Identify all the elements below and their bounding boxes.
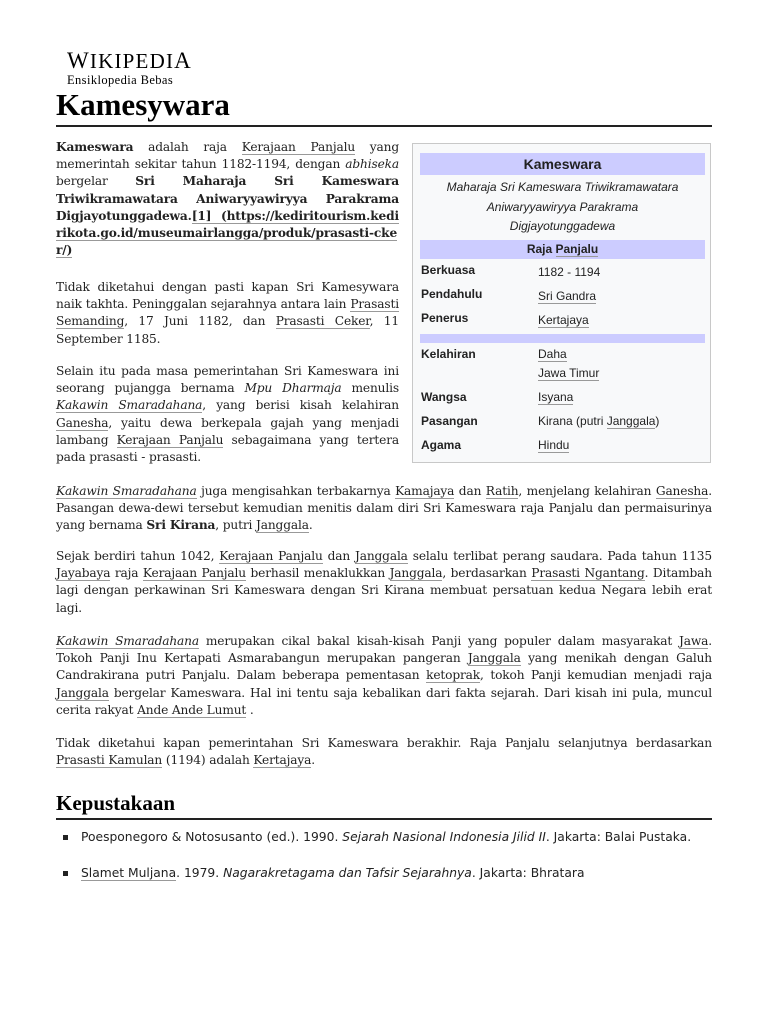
text: Poesponegoro & Notosusanto (ed.). 1990.	[81, 830, 343, 844]
link-panjalu[interactable]: Panjalu	[555, 242, 599, 256]
infobox-section-header	[420, 240, 705, 259]
subtitle-line: Maharaja Sri Kameswara Triwikramawatara	[446, 180, 679, 194]
logo-middle: IKIPEDI	[89, 49, 175, 73]
value-pasangan: Kirana (putri	[538, 414, 607, 428]
text: bergelar	[56, 174, 136, 189]
link-kakawin-smaradahana[interactable]: Kakawin Smaradahana	[56, 484, 197, 498]
link-janggala[interactable]: Janggala	[354, 549, 408, 563]
link-prasasti-kamulan[interactable]: Prasasti Kamulan	[56, 753, 163, 768]
link-kamajaya[interactable]: Kamajaya	[395, 484, 455, 498]
book-title: Nagarakretagama dan Tafsir Sejarahnya	[223, 866, 472, 880]
text: Tidak diketahui dengan pasti kapan Sri Kamesywara naik takhta. Peninggalan sejarahnya antara lain	[56, 280, 399, 312]
link-janggala[interactable]: Janggala	[256, 518, 309, 533]
text: . Tokoh Panji Inu Kertapati Asmarabangun merupakan pangeran	[56, 634, 712, 666]
logo-w: W	[67, 48, 90, 73]
link-kertajaya[interactable]: Kertajaya	[253, 753, 312, 768]
text: juga mengisahkan terbakarnya	[196, 484, 396, 498]
link-jawa[interactable]: Jawa	[679, 634, 709, 648]
infobox	[412, 143, 711, 463]
value-berkuasa: 1182 - 1194	[538, 265, 601, 279]
text: berhasil menaklukkan	[245, 566, 390, 581]
book-title: Sejarah Nasional Indonesia Jilid II	[342, 830, 546, 844]
text: Sejak berdiri tahun 1042,	[56, 549, 220, 563]
reference-link[interactable]: [1] (https://kediritourism.kedirikota.go.id/museumairlangga/produk/prasasti-cker/)	[56, 208, 399, 258]
text: merupakan cikal bakal kisah-kisah Panji yang populer dalam masyarakat	[198, 634, 679, 648]
text: Selain itu pada masa pemerintahan Sri Kameswara ini seorang pujangga bernama	[56, 364, 399, 396]
bibliography-item	[63, 865, 713, 882]
subject-name: Kameswara	[56, 140, 134, 154]
link-kerajaan-panjalu[interactable]: Kerajaan Panjalu	[219, 549, 323, 563]
royal-title: Sri Maharaja Sri Kameswara Triwikramawatara Aniwaryyawiryya Parakrama Digjayotunggadewa.	[56, 174, 399, 223]
label-pendahulu: Pendahulu	[421, 287, 483, 301]
text: adalah raja	[133, 140, 242, 154]
text: Tidak diketahui kapan pemerintahan Sri Kameswara berakhir. Raja Panjalu selanjutnya berdasarkan	[56, 736, 712, 750]
bullet-icon	[63, 871, 68, 876]
link-hindu[interactable]: Hindu	[538, 438, 570, 452]
bullet-icon	[63, 835, 68, 840]
infobox-subtitle	[420, 178, 705, 237]
section-heading-kepustakaan: Kepustakaan	[56, 791, 176, 815]
text: dan	[454, 484, 486, 498]
link-janggala[interactable]: Janggala	[606, 414, 656, 428]
link-kerajaan-panjalu[interactable]: Kerajaan Panjalu	[241, 140, 356, 154]
text: , 11 September 1185.	[56, 314, 399, 346]
link-prasasti-ceker[interactable]: Prasasti Ceker	[275, 314, 370, 329]
sri-kirana: Sri Kirana	[146, 518, 216, 533]
link-ratih[interactable]: Ratih	[485, 484, 519, 498]
text: , yaitu dewa berkepala gajah yang menjadi lambang	[56, 415, 399, 447]
label-wangsa: Wangsa	[421, 390, 467, 404]
link-sri-gandra[interactable]: Sri Gandra	[538, 289, 597, 303]
paragraph-5	[56, 548, 712, 617]
link-kerajaan-panjalu[interactable]: Kerajaan Panjalu	[116, 432, 224, 447]
text: raja	[110, 566, 143, 581]
bibliography-text	[81, 829, 713, 846]
link-jawa-timur[interactable]: Jawa Timur	[538, 366, 600, 380]
link-isyana[interactable]: Isyana	[538, 390, 574, 404]
subtitle-line: Aniwaryyawiryya Parakrama	[486, 199, 639, 214]
link-kertajaya[interactable]: Kertajaya	[538, 313, 589, 327]
bibliography-text	[81, 865, 713, 882]
bibliography-item	[63, 829, 713, 846]
paragraph-2	[56, 279, 399, 348]
text: .	[311, 753, 315, 768]
wikipedia-logo[interactable]	[67, 50, 192, 88]
link-ganesha[interactable]: Ganesha	[56, 415, 109, 430]
mpu-dharmaja: Mpu Dharmaja	[244, 381, 342, 396]
text: yang menikah dengan Galuh Candrakirana putri Panjalu. Dalam beberapa pementasan	[56, 651, 712, 683]
page-title: Kamesywara	[56, 87, 230, 122]
text: bergelar Kameswara. Hal ini tentu saja kebalikan dari fakta sejarah. Dari kisah ini pula, muncul cerita rakyat	[56, 685, 712, 717]
label-agama: Agama	[421, 438, 462, 452]
link-prasasti-ngantang[interactable]: Prasasti Ngantang	[531, 566, 645, 581]
label-penerus: Penerus	[421, 311, 469, 325]
title-divider	[56, 125, 712, 127]
label-pasangan: Pasangan	[421, 414, 478, 428]
infobox-separator	[420, 334, 705, 343]
text: .	[246, 702, 254, 717]
text: sebagaimana yang tertera pada prasasti - prasasti.	[56, 432, 399, 465]
text: . 1979.	[176, 866, 224, 880]
text: . Jakarta: Balai Pustaka.	[545, 830, 692, 844]
logo-a: A	[174, 48, 192, 73]
label-berkuasa: Berkuasa	[421, 263, 476, 277]
link-prasasti-semanding[interactable]: Prasasti Semanding	[56, 297, 399, 329]
text: . Jakarta: Bhratara	[471, 866, 585, 880]
intro-paragraph	[56, 139, 399, 259]
link-ganesha[interactable]: Ganesha	[655, 484, 709, 498]
text: , tokoh Panji kemudian menjadi raja	[480, 668, 712, 683]
text: .	[308, 518, 313, 533]
section-divider	[56, 818, 712, 820]
text: (1194) adalah	[162, 753, 254, 768]
text: yang memerintah sekitar tahun 1182-1194, dengan	[56, 140, 400, 172]
paragraph-7	[56, 735, 712, 769]
text: . Pasangan dewa-dewi tersebut kemudian menitis dalam diri Sri Kameswara raja Panjalu dan permaisurinya yang bernama	[56, 484, 712, 533]
paragraph-3	[56, 363, 399, 466]
infobox-title: Kameswara	[420, 153, 705, 175]
text: . Ditambah lagi dengan perkawinan Sri Kameswara dengan Sri Kirana membuat persatuan kedua Negara lebih erat lagi.	[56, 566, 712, 615]
link-ande-ande-lumut[interactable]: Ande Ande Lumut	[137, 702, 247, 717]
text: , menjelang kelahiran	[518, 484, 656, 498]
text: , putri	[215, 518, 256, 533]
link-kakawin-smaradahana[interactable]: Kakawin Smaradahana	[56, 634, 199, 648]
link-kerajaan-panjalu[interactable]: Kerajaan Panjalu	[142, 566, 246, 581]
link-janggala[interactable]: Janggala	[56, 685, 109, 700]
link-slamet-muljana[interactable]: Slamet Muljana	[81, 866, 177, 880]
link-janggala[interactable]: Janggala	[467, 651, 521, 666]
logo-subtitle: Ensiklopedia Bebas	[67, 73, 174, 87]
link-kakawin-smaradahana[interactable]: Kakawin Smaradahana	[56, 398, 203, 413]
text: , yang berisi kisah kelahiran	[202, 398, 399, 413]
text: menulis	[341, 381, 399, 396]
text: , berdasarkan	[442, 566, 532, 581]
link-daha[interactable]: Daha	[538, 347, 567, 361]
section-prefix: Raja	[526, 242, 556, 256]
logo-wordmark	[67, 50, 192, 72]
subtitle-line: Digjayotunggadewa	[509, 219, 616, 233]
value-suffix: )	[655, 414, 660, 428]
link-ketoprak[interactable]: ketoprak	[426, 668, 481, 683]
link-jayabaya[interactable]: Jayabaya	[56, 566, 111, 581]
paragraph-4	[56, 483, 712, 535]
text: dan	[322, 549, 355, 563]
text: , 17 Juni 1182, dan	[124, 314, 276, 329]
link-janggala[interactable]: Janggala	[389, 566, 443, 581]
label-kelahiran: Kelahiran	[421, 347, 476, 361]
paragraph-6	[56, 633, 712, 719]
text: selalu terlibat perang saudara. Pada tahun 1135	[407, 549, 712, 563]
abhiseka-term: abhiseka	[345, 157, 399, 172]
